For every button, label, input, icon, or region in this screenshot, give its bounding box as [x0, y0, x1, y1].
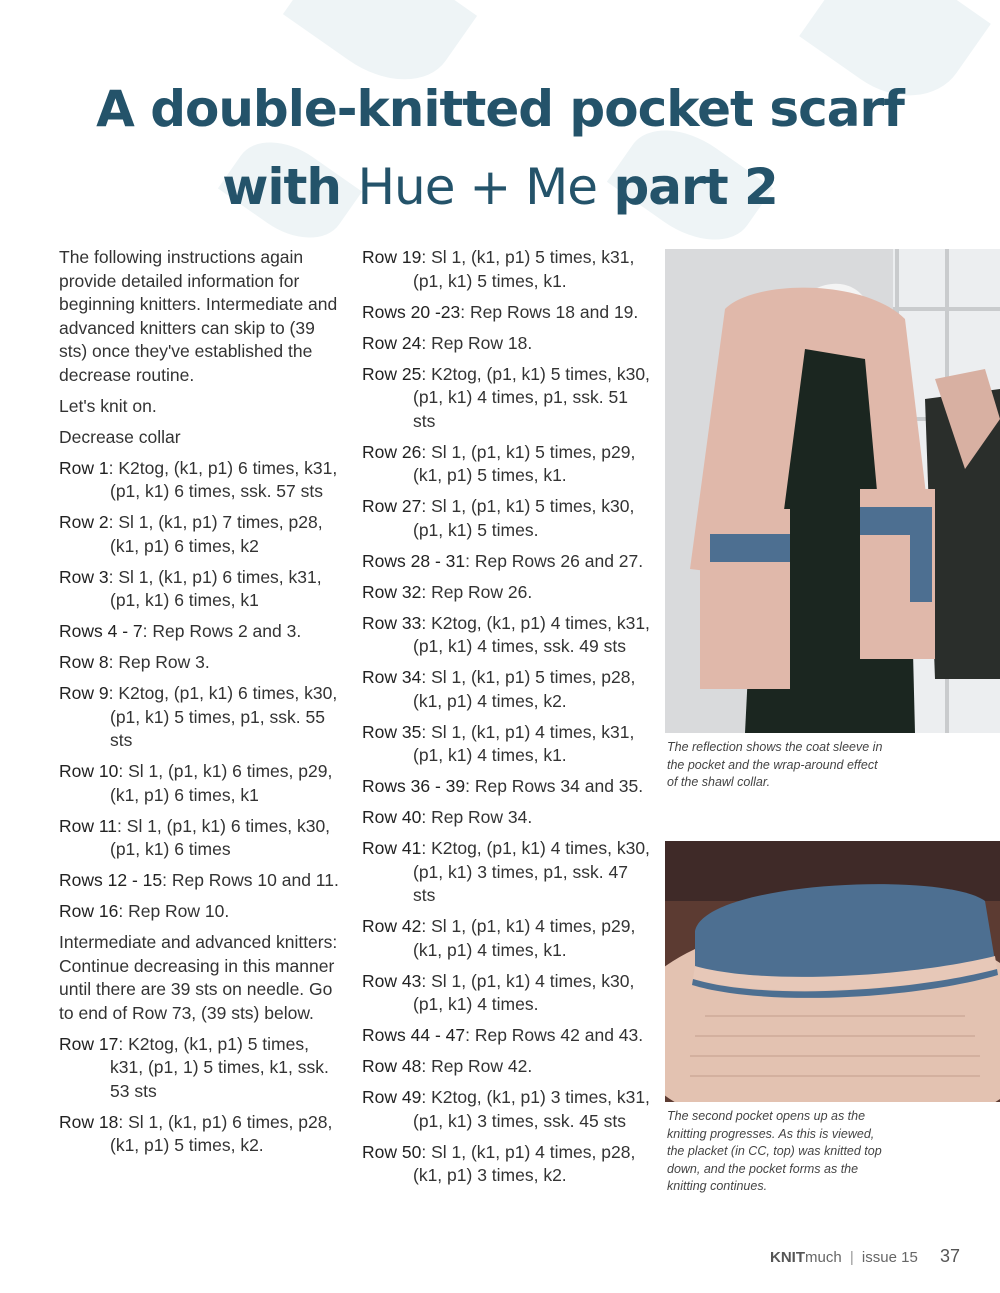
row-label: Rows 28 - 31 — [362, 550, 466, 571]
page-title-line2 — [0, 158, 1000, 216]
row-label: Rows 12 - 15 — [59, 870, 163, 890]
row-label: Rows 4 - 7 — [59, 621, 143, 641]
pattern-row — [59, 1111, 344, 1158]
row-instruction: : K2tog, (k1, p1) 5 times, k31, (p1, 1) 5 times, k1, ssk. 53 sts — [110, 1033, 329, 1101]
text-column-1 — [59, 246, 344, 1165]
row-label: Row 49 — [362, 1087, 422, 1107]
row-label: Rows 44 - 47 — [362, 1025, 466, 1045]
row-label: Rows 36 - 39 — [362, 776, 466, 796]
row-list — [59, 1033, 344, 1158]
row-label: Rows 20 -23 — [362, 301, 461, 322]
row-label: Row 48 — [362, 1056, 422, 1076]
lets-knit-line: Let's knit on. — [59, 395, 157, 416]
pattern-row — [362, 775, 652, 799]
issue-number: issue 15 — [861, 1249, 918, 1266]
row-instruction: : Rep Row 18. — [421, 332, 533, 353]
row-label: Row 17 — [59, 1033, 119, 1054]
row-label: Row 33 — [362, 612, 422, 633]
row-label: Row 50 — [362, 1141, 422, 1162]
photo-illustration — [665, 249, 1000, 733]
pattern-row — [362, 332, 652, 356]
pattern-row — [59, 682, 344, 753]
brand-light: much — [804, 1249, 842, 1266]
pattern-row — [362, 612, 652, 659]
row-instruction: : K2tog, (p1, k1) 4 times, k30, (p1, k1) 3 times, p1, ssk. 47 sts — [413, 838, 650, 905]
row-label: Row 3 — [59, 566, 109, 587]
row-instruction: : Rep Row 10. — [118, 901, 230, 921]
page-number: 37 — [939, 1246, 960, 1266]
row-instruction: : K2tog, (k1, p1) 4 times, k31, (p1, k1) 4 times, ssk. 49 sts — [413, 612, 650, 656]
row-label: Row 43 — [362, 970, 422, 991]
row-instruction: : Rep Row 42. — [421, 1056, 533, 1076]
row-instruction: : Rep Row 34. — [421, 807, 533, 827]
pattern-row — [362, 581, 652, 605]
page-footer — [770, 1246, 960, 1267]
pattern-row — [362, 666, 652, 713]
row-instruction: : Sl 1, (p1, k1) 4 times, k30, (p1, k1) 4 times. — [413, 970, 635, 1014]
row-instruction: : Rep Rows 18 and 19. — [460, 301, 639, 322]
row-instruction: : Rep Row 3. — [108, 652, 210, 672]
photo-pocket-closeup — [665, 841, 1000, 1102]
row-instruction: : Rep Rows 26 and 27. — [465, 550, 644, 571]
pattern-row — [59, 815, 344, 862]
pattern-row — [59, 1033, 344, 1104]
row-instruction: : Sl 1, (k1, p1) 5 times, k31, (p1, k1) 5 times, k1. — [413, 247, 635, 291]
row-instruction: : Sl 1, (p1, k1) 4 times, p29, (k1, p1) 4 times, k1. — [413, 916, 636, 960]
row-instruction: : Sl 1, (k1, p1) 6 times, p28, (k1, p1) 5 times, k2. — [110, 1111, 333, 1155]
section-heading: Decrease collar — [59, 426, 181, 447]
row-label: Row 26 — [362, 441, 422, 462]
pattern-row — [362, 1086, 652, 1133]
pattern-row — [59, 869, 344, 893]
pattern-row — [59, 760, 344, 807]
title-suffix: part 2 — [613, 158, 778, 216]
pattern-row — [362, 301, 652, 325]
row-label: Row 25 — [362, 363, 422, 384]
row-instruction: : Sl 1, (k1, p1) 5 times, p28, (k1, p1) 4 times, k2. — [413, 667, 636, 711]
row-label: Row 19 — [362, 247, 422, 267]
row-label: Row 8 — [59, 652, 109, 672]
row-label: Row 11 — [59, 815, 118, 836]
row-label: Row 42 — [362, 916, 422, 936]
row-label: Row 18 — [59, 1111, 119, 1132]
pattern-row — [362, 441, 652, 488]
row-instruction: : Sl 1, (p1, k1) 5 times, k30, (p1, k1) 5 times. — [413, 496, 635, 540]
page-title-line1: A double-knitted pocket scarf — [96, 80, 904, 138]
row-label: Row 40 — [362, 807, 422, 827]
pattern-row — [362, 806, 652, 830]
row-instruction: : Sl 1, (k1, p1) 7 times, p28, (k1, p1) 6 times, k2 — [108, 512, 323, 556]
row-instruction: : K2tog, (p1, k1) 6 times, k30, (p1, k1) 5 times, p1, ssk. 55 sts — [108, 683, 338, 750]
title-prefix: with — [222, 158, 342, 216]
photo2-caption: The second pocket opens up as the knitting progresses. As this is viewed, the placket (in CC, top) was knitted top down, and the pocket forms as the knitting continues. — [667, 1109, 882, 1193]
brand-bold: KNIT — [769, 1249, 805, 1266]
row-instruction: : Sl 1, (p1, k1) 6 times, k30, (p1, k1) 6 times — [110, 815, 331, 859]
row-label: Row 1 — [59, 457, 109, 478]
row-label: Row 24 — [362, 332, 422, 353]
pattern-row — [362, 915, 652, 962]
title-name: Hue + Me — [357, 158, 598, 216]
row-instruction: : Rep Rows 42 and 43. — [465, 1025, 644, 1045]
pattern-row — [59, 651, 344, 675]
pattern-row — [362, 1024, 652, 1048]
pattern-row — [362, 246, 652, 293]
row-label: Row 27 — [362, 496, 422, 516]
row-instruction: : Rep Rows 2 and 3. — [142, 621, 302, 641]
row-label: Row 41 — [362, 838, 422, 858]
row-label: Row 32 — [362, 581, 422, 602]
row-instruction: : Sl 1, (k1, p1) 4 times, p28, (k1, p1) 3 times, k2. — [413, 1141, 636, 1185]
row-instruction: : Sl 1, (p1, k1) 5 times, p29, (k1, p1) 5 times, k1. — [413, 441, 636, 485]
row-instruction: : Sl 1, (k1, p1) 6 times, k31, (p1, k1) 6 times, k1 — [108, 566, 322, 610]
photo-illustration — [665, 841, 1000, 1102]
row-label: Row 35 — [362, 721, 422, 742]
photo-scarf-on-mannequin — [665, 249, 1000, 733]
pattern-row — [362, 970, 652, 1017]
row-list — [59, 457, 344, 924]
footer-separator: | — [849, 1249, 854, 1266]
pattern-row — [362, 495, 652, 542]
pattern-row — [59, 511, 344, 558]
row-instruction: : Rep Row 26. — [421, 581, 533, 602]
row-label: Row 34 — [362, 667, 422, 687]
pattern-row — [362, 837, 652, 908]
row-label: Row 10 — [59, 761, 119, 781]
row-instruction: : K2tog, (k1, p1) 3 times, k31, (p1, k1) 3 times, ssk. 45 sts — [413, 1087, 650, 1131]
photo1-caption: The reflection shows the coat sleeve in the pocket and the wrap-around effect of the shawl collar. — [667, 740, 883, 789]
row-list — [362, 246, 652, 1188]
intro-paragraph: The following instructions again provide detailed information for beginning knitters. Intermediate and advanced knitters can skip to (39 sts) once they've established the decrease routine. — [59, 247, 338, 385]
pattern-row — [362, 1055, 652, 1079]
text-column-2 — [362, 246, 652, 1195]
row-instruction: : Rep Rows 10 and 11. — [162, 870, 339, 890]
row-instruction: : K2tog, (k1, p1) 6 times, k31, (p1, k1) 6 times, ssk. 57 sts — [108, 457, 338, 501]
pattern-row — [59, 900, 344, 924]
pattern-row — [362, 550, 652, 574]
pattern-row — [59, 566, 344, 613]
row-label: Row 16 — [59, 901, 119, 921]
row-instruction: : Rep Rows 34 and 35. — [465, 776, 644, 796]
advanced-note: Intermediate and advanced knitters: Continue decreasing in this manner until there are 39 sts on needle. Go to end of Row 73, (39 sts) below. — [59, 932, 338, 1023]
pattern-row — [362, 721, 652, 768]
row-label: Row 2 — [59, 512, 109, 532]
row-instruction: : Sl 1, (p1, k1) 6 times, p29, (k1, p1) 6 times, k1 — [110, 761, 333, 805]
row-instruction: : K2tog, (p1, k1) 5 times, k30, (p1, k1) 4 times, p1, ssk. 51 sts — [413, 363, 650, 431]
pattern-row — [362, 363, 652, 434]
pattern-row — [362, 1141, 652, 1188]
row-label: Row 9 — [59, 683, 109, 703]
pattern-row — [59, 457, 344, 504]
row-instruction: : Sl 1, (k1, p1) 4 times, k31, (p1, k1) 4 times, k1. — [413, 721, 635, 765]
pattern-row — [59, 620, 344, 644]
